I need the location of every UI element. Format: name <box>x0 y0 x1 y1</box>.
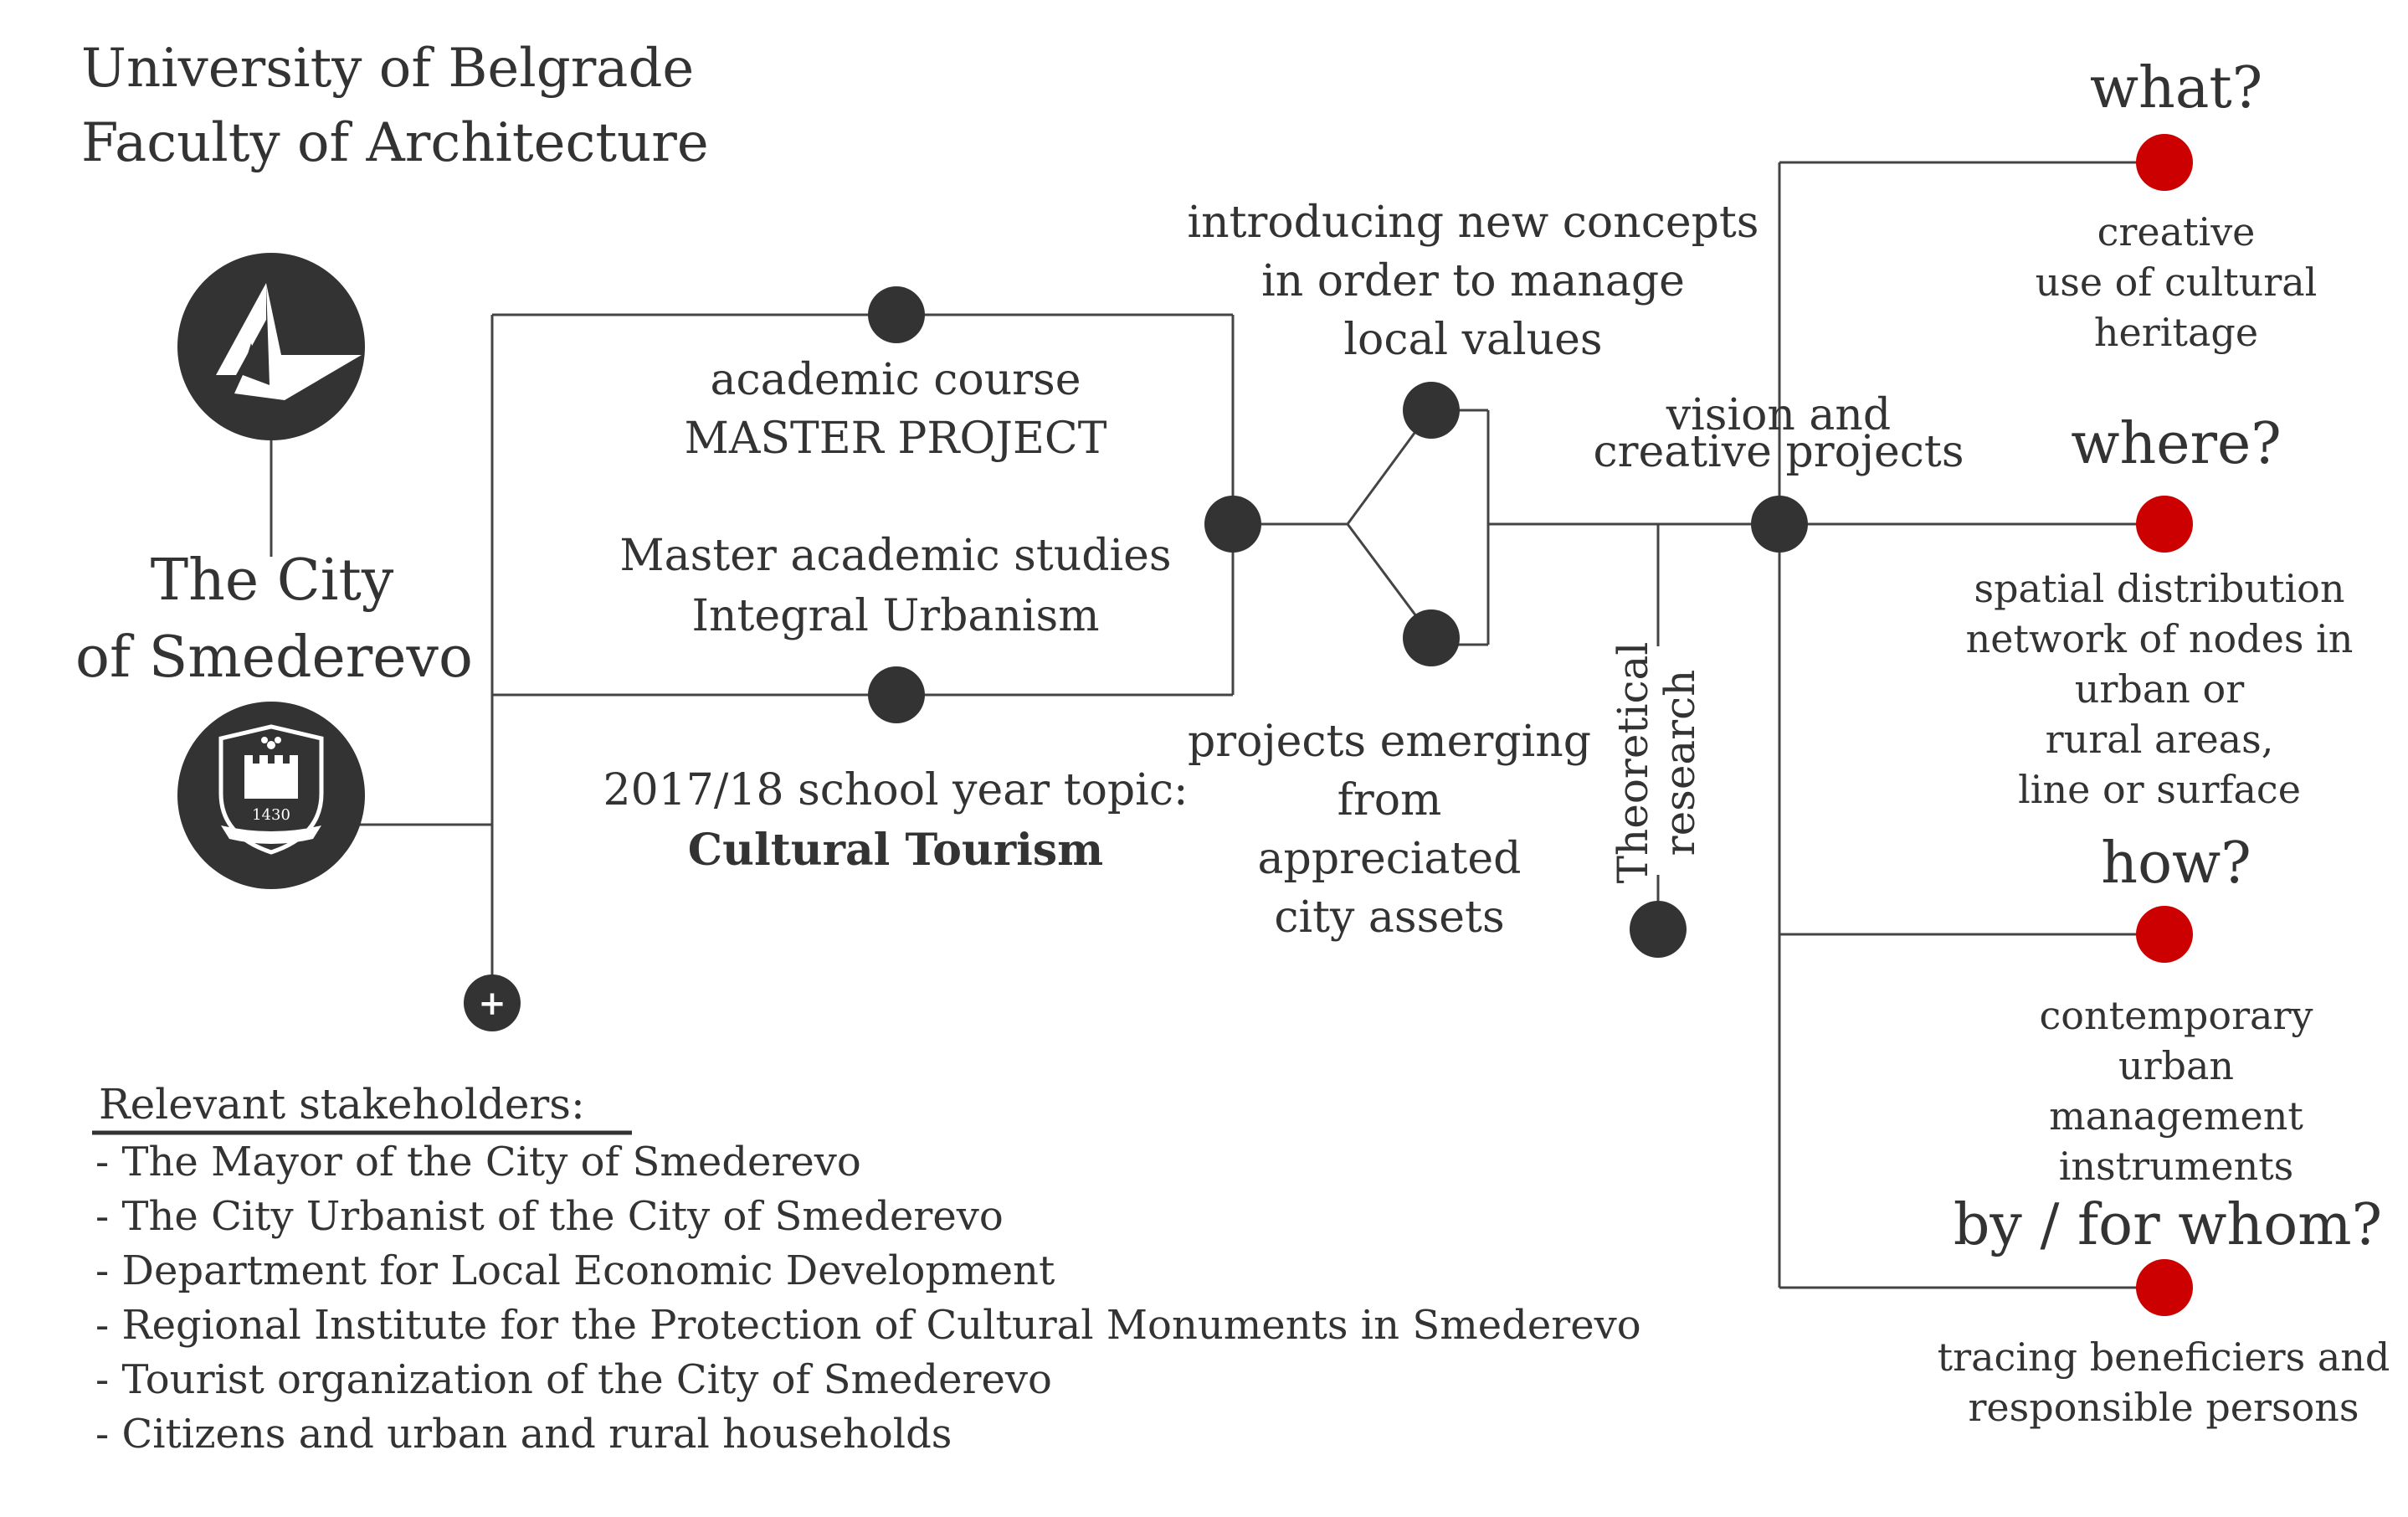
stakeholder-item: - The Mayor of the City of Smederevo <box>95 1139 861 1185</box>
question-where-desc <box>1942 566 2377 812</box>
node-how <box>2136 906 2193 963</box>
vision-label <box>1574 390 1984 477</box>
branch-upper-line3: local values <box>1343 315 1603 365</box>
branch-upper-label <box>1180 198 1766 365</box>
stakeholder-item: - Department for Local Economic Development <box>95 1247 1055 1294</box>
branch-lower-line1: projects emerging <box>1188 717 1591 767</box>
course-title <box>594 355 1197 464</box>
node-whom <box>2136 1259 2193 1316</box>
node-course-bottom <box>868 666 925 723</box>
studies-line1: Master academic studies <box>619 531 1172 581</box>
header-line-faculty: Faculty of Architecture <box>81 112 709 174</box>
topic-label: 2017/18 school year topic: <box>603 765 1189 815</box>
node-vision <box>1751 496 1808 553</box>
crest-year: 1430 <box>252 806 290 824</box>
header-title <box>81 38 709 174</box>
course-line2: MASTER PROJECT <box>684 414 1107 464</box>
question-where-title: where? <box>2071 411 2282 477</box>
faculty-logo-icon <box>177 253 365 440</box>
what-desc-line3: heritage <box>2093 310 2259 355</box>
question-what-title: what? <box>2089 55 2263 121</box>
node-where <box>2136 496 2193 553</box>
studies-line2: Integral Urbanism <box>691 591 1100 641</box>
question-how-title: how? <box>2101 830 2251 897</box>
where-desc-line1: spatial distribution <box>1974 566 2345 611</box>
city-title-line2: of Smederevo <box>75 625 473 691</box>
how-desc-line3: management <box>2049 1093 2303 1139</box>
branch-upper-line2: in order to manage <box>1261 256 1685 306</box>
where-desc-line3: urban or <box>2074 666 2245 712</box>
city-title-line1: The City <box>150 548 394 614</box>
question-whom-desc <box>1925 1334 2402 1430</box>
node-course-out <box>1204 496 1261 553</box>
node-projects <box>1403 609 1460 666</box>
stakeholder-item: - Tourist organization of the City of Smederevo <box>95 1356 1052 1403</box>
node-concepts <box>1403 382 1460 439</box>
where-desc-line2: network of nodes in <box>1965 616 2354 661</box>
city-title <box>75 548 473 691</box>
what-desc-line2: use of cultural <box>2035 260 2318 305</box>
course-studies <box>594 531 1197 641</box>
how-desc-line4: instruments <box>2058 1144 2294 1189</box>
branch-lower-line3: appreciated <box>1257 834 1522 884</box>
stakeholders-title: Relevant stakeholders: <box>99 1080 585 1129</box>
node-theory <box>1630 901 1687 958</box>
plus-label: + <box>478 984 506 1023</box>
stakeholder-item: - The City Urbanist of the City of Smederevo <box>95 1193 1004 1240</box>
branch-lower-line2: from <box>1337 775 1442 825</box>
node-what <box>2136 134 2193 191</box>
branch-upper-line1: introducing new concepts <box>1187 198 1759 248</box>
stakeholder-item: - Citizens and urban and rural households <box>95 1411 952 1458</box>
theory-line1: Theoretical <box>1609 641 1657 884</box>
branch-lower-label <box>1180 717 1599 943</box>
header-line-university: University of Belgrade <box>81 38 695 100</box>
vision-line2: creative projects <box>1593 427 1964 477</box>
question-what-desc <box>1942 209 2408 355</box>
whom-desc-line1: tracing beneficiers and <box>1937 1334 2390 1380</box>
vision-line1: vision and <box>1666 390 1892 440</box>
smederevo-crest-icon <box>177 702 365 889</box>
question-how-desc <box>1950 993 2402 1189</box>
where-desc-line5: line or surface <box>2018 767 2301 812</box>
what-desc-line1: creative <box>2097 209 2256 255</box>
topic-value: Cultural Tourism <box>687 825 1104 876</box>
where-desc-line4: rural areas, <box>2045 717 2274 762</box>
theory-label <box>1609 637 1704 888</box>
theory-line2: research <box>1656 669 1704 856</box>
stakeholders-list <box>95 1139 1641 1458</box>
node-course-top <box>868 286 925 343</box>
question-whom-title: by / for whom? <box>1953 1192 2383 1258</box>
branch-lower-line4: city assets <box>1274 892 1505 943</box>
course-line1: academic course <box>710 355 1081 405</box>
course-topic <box>578 765 1214 876</box>
how-desc-line1: contemporary <box>2039 993 2313 1038</box>
how-desc-line2: urban <box>2118 1043 2235 1088</box>
whom-desc-line2: responsible persons <box>1968 1385 2359 1430</box>
stakeholder-item: - Regional Institute for the Protection of Cultural Monuments in Smederevo <box>95 1302 1641 1349</box>
